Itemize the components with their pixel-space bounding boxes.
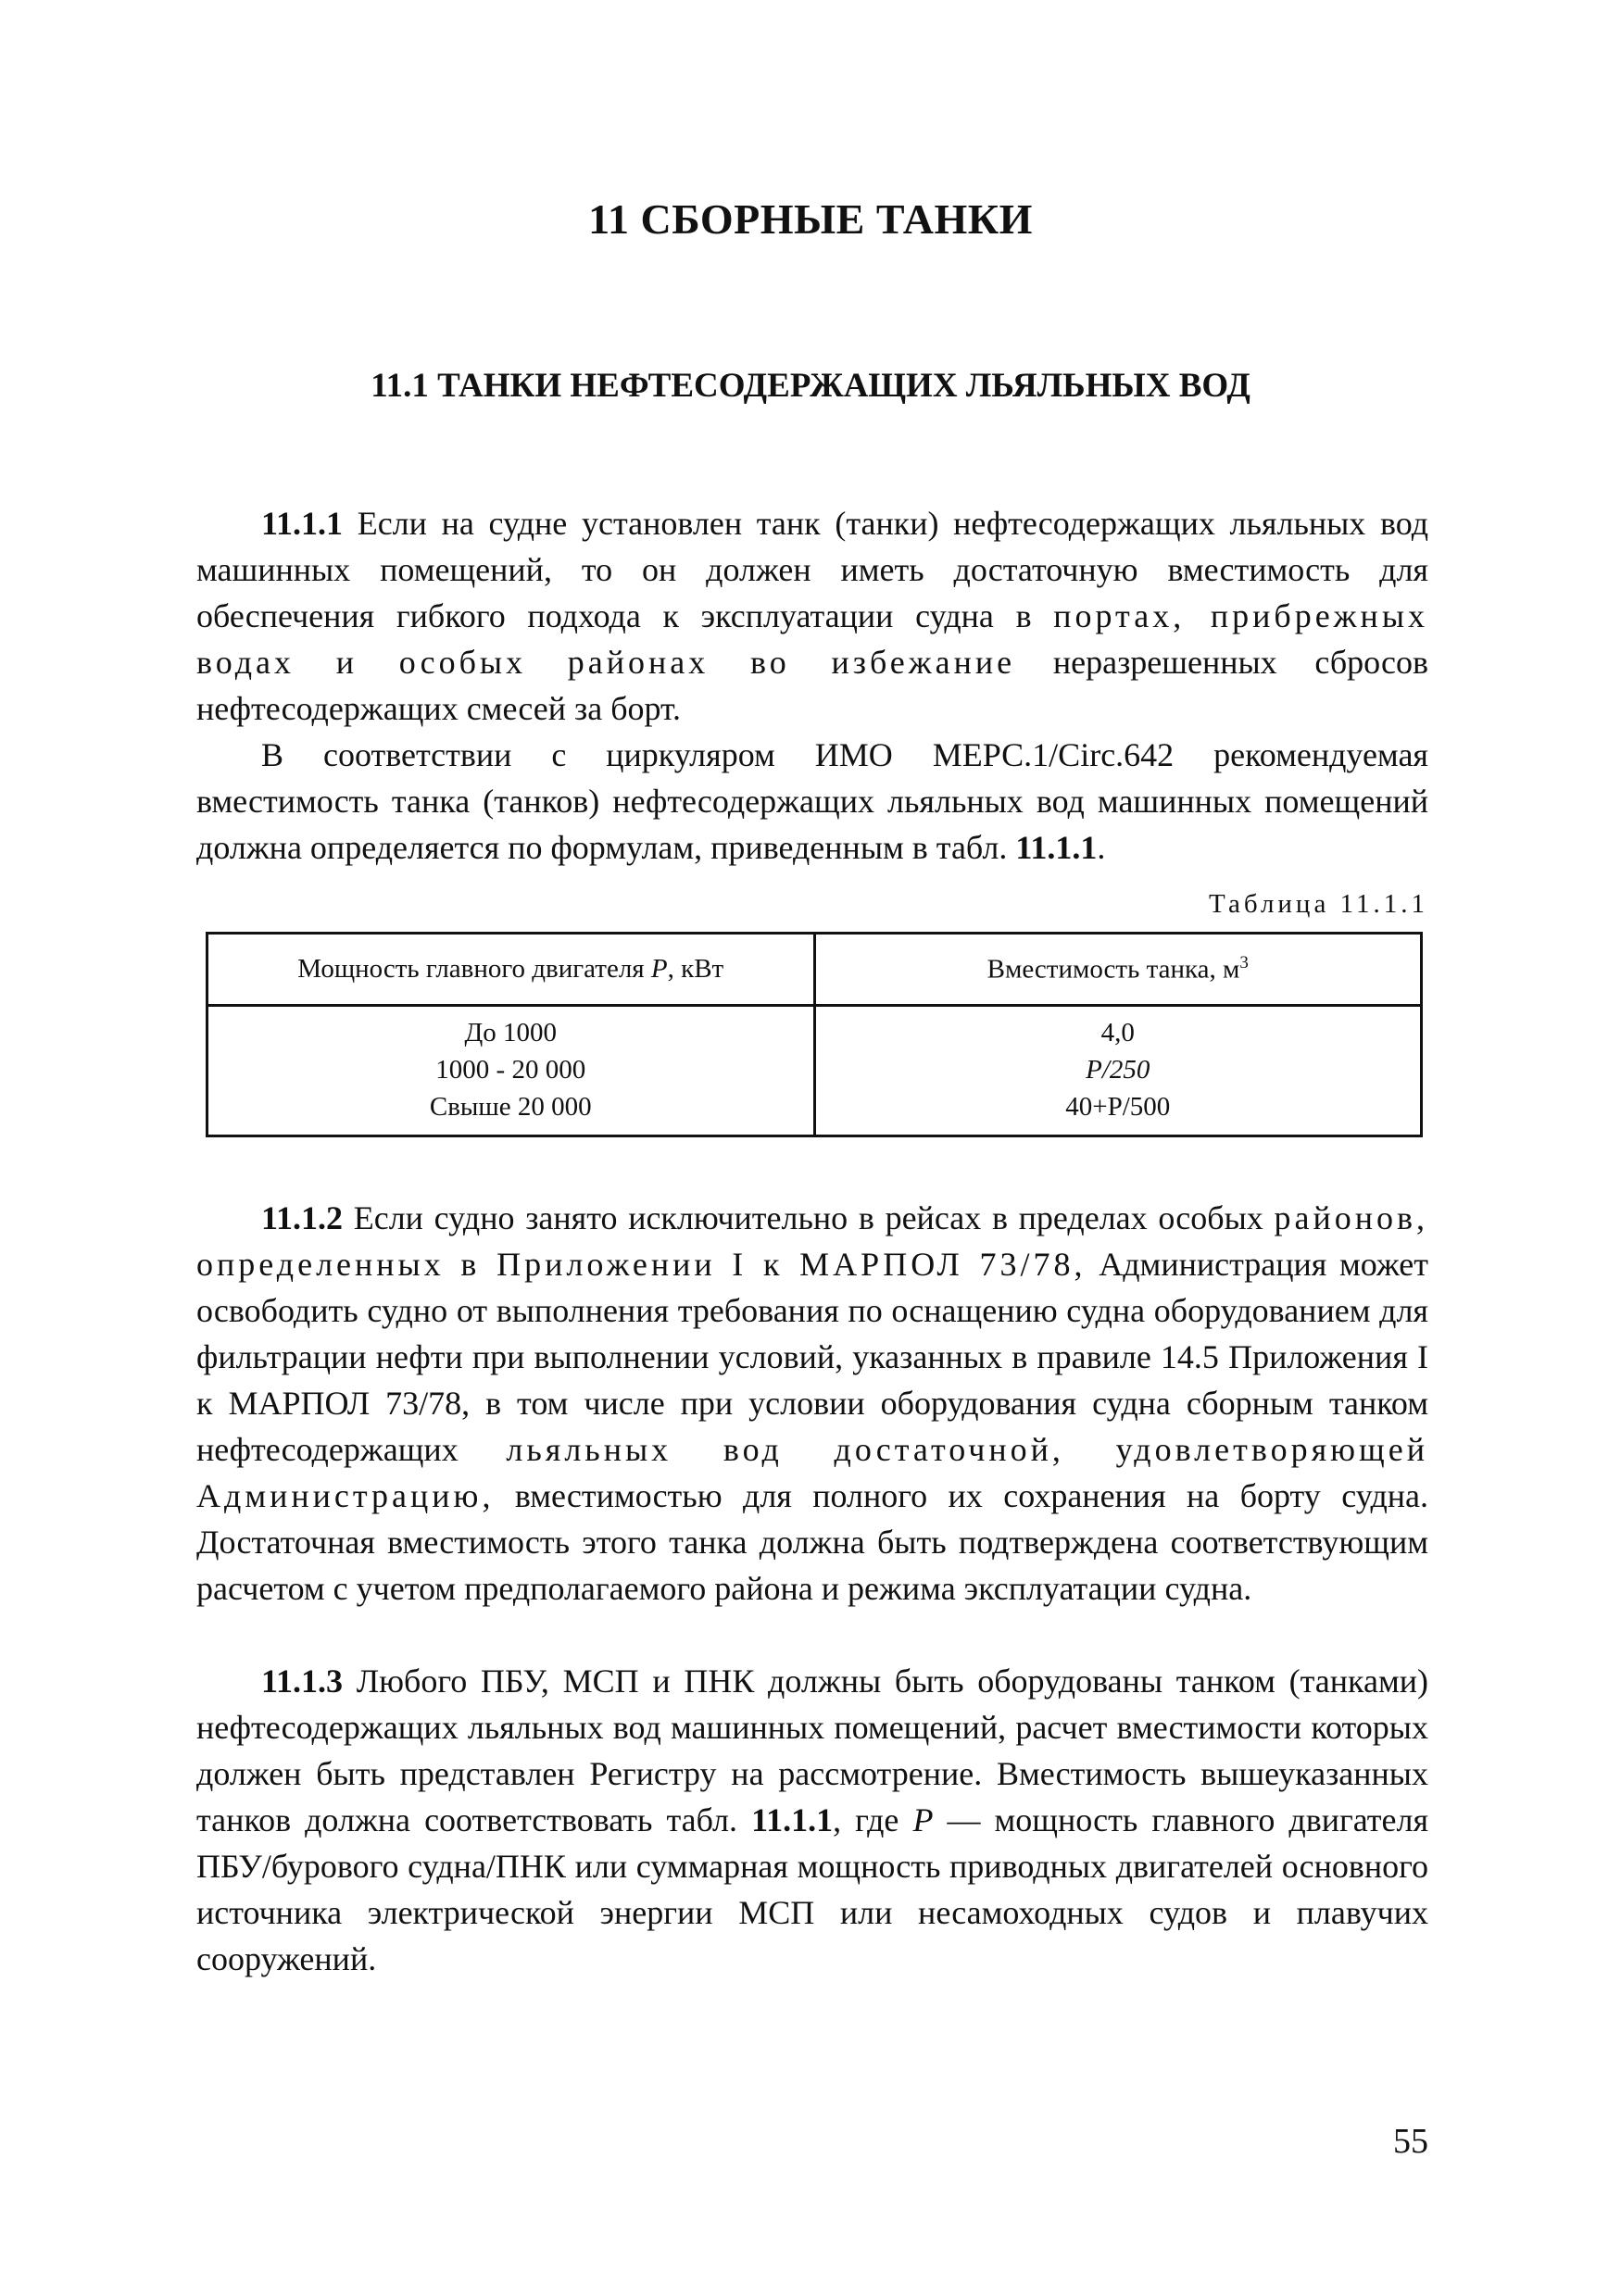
table-caption: Таблица 11.1.1 [1209,889,1428,919]
clause-number: 11.1.3 [261,1662,344,1700]
table-header-row [207,934,1422,1006]
paragraph-text: Администрация может освободить судно от выполнения требования по оснащению судна оборудованием для фильтрации нефти при выполнении условий, указанных в правиле 14.5 Приложения I к МАРПОЛ 73/78, в том числе при условии оборудования судна сборным танком нефтесодержащих [196,1246,1429,1468]
paragraph-text: Любого ПБУ, МСП и ПНК должны быть оборудованы танком (танками) нефтесодержащих льяльных вод машинных помещений, расчет вместимости которых должен быть представлен Регистру на рассмотрение. Вместимость вышеуказанных танков должна соответствовать табл. [196,1662,1428,1838]
table-cell-power: До 1000 1000 - 20 000 Свыше 20 000 [207,1006,815,1136]
paragraph-text: — мощность главного двигателя ПБУ/бурового судна/ПНК или суммарная мощность приводных двигателей основного источника электрической энергии МСП или несамоходных судов и плавучих сооружений. [196,1801,1429,1977]
clause-number: 11.1.2 [261,1199,344,1236]
paragraph-circular: В соответствии с циркуляром ИМО МЕРС.1/Circ.642 рекомендуемая вместимость танка (танков) нефтесодержащих льяльных вод машинных помещений должна определяется по формулам, приведенным в табл. 11.1.1. [196,736,1428,866]
paragraph-11-1-1 [196,500,1428,732]
section-title: 11.1 ТАНКИ НЕФТЕСОДЕРЖАЩИХ ЛЬЯЛЬНЫХ ВОД [371,367,1250,405]
page-number: 55 [1393,2122,1428,2161]
table-row [207,1006,1422,1136]
paragraph-text: льяльных вод достаточной, удовлетворяющей Администрацию, [196,1431,1428,1514]
table-header-capacity: Вместимость танка, $м^3$ [814,934,1422,1006]
table-header-power: Мощность главного двигателя P, кВт [207,934,815,1006]
paragraph-text: В соответствии с циркуляром ИМО МЕРС.1/Circ.642 рекомендуемая вместимость танка (танков) нефтесодержащих льяльных вод машинных помещений должна определяется по формулам, приведенным в табл. [196,736,1428,866]
table-reference: 11.1.1 [1015,829,1098,866]
paragraph-text: Если судно занято исключительно в рейсах в пределах особых [353,1199,1263,1236]
table-cell-capacity: 4,0 P/250 40+P/500 [814,1006,1422,1136]
table-reference: 11.1.1 [751,1801,834,1838]
capacity-table [206,932,1423,1137]
paragraph-11-1-2 [196,1195,1428,1612]
paragraph-text: Если на судне установлен танк (танки) нефтесодержащих льяльных вод машинных помещений, то он должен иметь достаточную вместимость для обеспечения гибкого подхода к эксплуатации судна в [196,505,1429,634]
paragraph-11-1-3: 11.1.3 Любого ПБУ, МСП и ПНК должны быть оборудованы танком (танками) нефтесодержащих льяльных вод машинных помещений, расчет вместимости которых должен быть представлен Регистру на рассмотрение. Вместимость вышеуказанных танков должна соответствовать табл. 11.1.1, где P — мощность главного двигателя ПБУ/бурового судна/ПНК или суммарная мощность приводных двигателей основного источника электрической энергии МСП или несамоходных судов и плавучих сооружений. [196,1662,1429,1977]
paragraph-text: неразрешенных сбросов нефтесодержащих смесей за борт. [196,644,1429,727]
chapter-title: 11 СБОРНЫЕ ТАНКИ [588,195,1033,243]
paragraph-text: портах, прибрежных водах и особых районах во избежание [196,597,1429,681]
paragraph-text: районов, определенных в Приложении I к МАРПОЛ 73/78, [196,1199,1428,1283]
paragraph-text: вместимостью для полного их сохранения на борту судна. Достаточная вместимость этого танка должна быть подтверждена соответствующим расчетом с учетом предполагаемого района и режима эксплуатации судна. [196,1477,1429,1607]
clause-number: 11.1.1 [261,505,344,542]
